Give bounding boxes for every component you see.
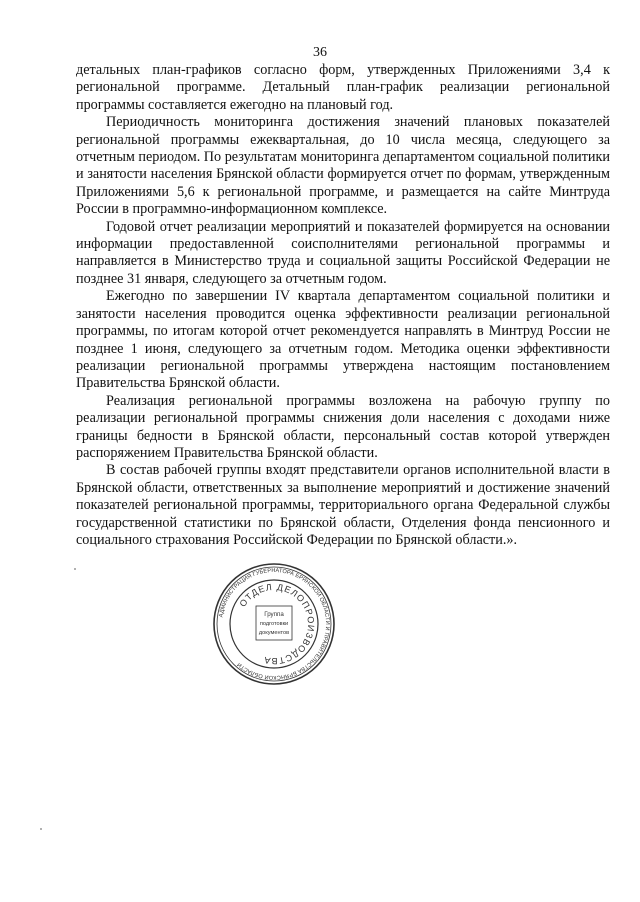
stamp-center-line-1: Группа xyxy=(264,611,284,618)
document-body xyxy=(76,62,610,549)
paragraph-efficiency-evaluation: Ежегодно по завершении IV квартала департаментом социальной политики и занятости населения проводится оценка эффективности реализации региональной программы, по итогам которой отчет рекомендуется направлять в Минтруд России не позднее 1 июня, следующего за отчетным годом. Методика оценки эффективности реализации региональной программы утверждена настоящим постановлением Правительства Брянской области. xyxy=(76,288,610,392)
stamp-center-line-3: документов xyxy=(258,630,290,636)
paragraph-monitoring: Периодичность мониторинга достижения значений плановых показателей региональной программы ежеквартальная, до 10 числа месяца, следующего за отчетным периодом. По результатам мониторинга департаментом социальной политики и занятости населения Брянской области формируется отчет по формам, утвержденным Приложениями 5,6 к региональной программе, и размещается на сайте Минтруда России в программно-информационном комплексе. xyxy=(76,114,610,218)
office-stamp xyxy=(212,562,336,686)
scan-speck xyxy=(40,828,42,830)
stamp-graphic xyxy=(212,562,336,686)
paragraph-continuation: детальных план-графиков согласно форм, утвержденных Приложениями 3,4 к региональной программе. Детальный план-график реализации региональной программы составляется ежегодно на плановый год. xyxy=(76,62,610,113)
stamp-outer-text-path: АДМИНИСТРАЦИЯ ГУБЕРНАТОРА БРЯНСКОЙ ОБЛАСТИ И ПРАВИТЕЛЬСТВА БРЯНСКОЙ ОБЛАСТИ xyxy=(218,567,331,681)
paragraph-working-group: Реализация региональной программы возложена на рабочую группу по реализации региональной программы снижения доли населения с доходами ниже границы бедности в Брянской области, персональный состав которой утвержден распоряжением Правительства Брянской области. xyxy=(76,392,610,461)
page-number: 36 xyxy=(313,45,327,60)
stamp-center-line-2: подготовки xyxy=(259,621,289,627)
scan-speck xyxy=(74,568,76,570)
stamp-inner-text-path: ОТДЕЛ ДЕЛОПРОИЗВОДСТВА xyxy=(237,581,317,667)
paragraph-group-members: В состав рабочей группы входят представители органов исполнительной власти в Брянской области, ответственных за выполнение мероприятий и достижение значений показателей региональной программы, территориального органа Федеральной службы государственной статистики по Брянской области, Отделения фонда пенсионного и социального страхования Российской Федерации по Брянской области.». xyxy=(76,462,610,548)
paragraph-annual-report: Годовой отчет реализации мероприятий и показателей формируется на основании информации предоставленной соисполнителями региональной программы и направляется в Министерство труда и социальной защиты Российской Федерации не позднее 31 января, следующего за отчетным годом. xyxy=(76,218,610,287)
